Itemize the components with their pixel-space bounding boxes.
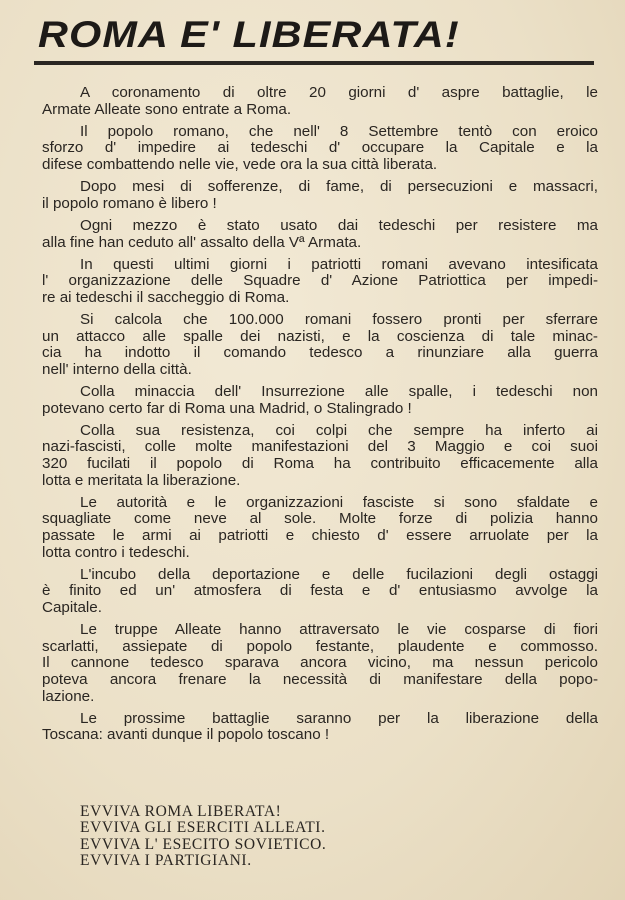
paragraph-line: poteva ancora frenare la necessità di manifestare della popo- (42, 670, 598, 688)
paragraph (42, 85, 598, 118)
paragraph-line: Toscana: avanti dunque il popolo toscano ! (42, 726, 330, 744)
paragraph-line: nell' interno della città. (42, 360, 192, 378)
paragraph-line: Capitale. (42, 598, 102, 616)
paragraph-line: passate le armi ai patriotti e chiesto d' essere arruolate per la (42, 527, 598, 544)
paragraph-line: cia ha indotto il comando tedesco a rinunziare alla guerra (42, 344, 598, 362)
paragraph-line: Si calcola che 100.000 romani fossero pronti per sferrare (80, 311, 598, 329)
paragraph-line: Colla minaccia dell' Insurrezione alle spalle, i tedeschi non (80, 383, 598, 401)
closing-cheers (80, 804, 326, 869)
paragraph-line: un attacco alle spalle dei nazisti, e la coscienza di tale minac- (42, 327, 598, 345)
leaflet-title: ROMA E' LIBERATA! (38, 14, 460, 55)
paragraph-line: Le truppe Alleate hanno attraversato le vie cosparse di fiori (80, 621, 598, 639)
paragraph-line: squagliate come neve al sole. Molte forze di polizia hanno (42, 510, 598, 528)
paragraph-line: Ogni mezzo è stato usato dai tedeschi per resistere ma (80, 216, 598, 234)
paragraph (42, 312, 598, 378)
paragraph-line: 320 fucilati il popolo di Roma ha contribuito efficacemente alla (42, 455, 598, 473)
paragraph-line: Il cannone tedesco sparava ancora vicino, ma nessun pericolo (42, 654, 598, 672)
paragraph-line: lazione. (42, 687, 95, 705)
paragraph-line: lotta e meritata la liberazione. (42, 471, 241, 489)
paragraph-line: potevano certo far di Roma una Madrid, o Stalingrado ! (42, 399, 412, 417)
paragraph-line: Dopo mesi di sofferenze, di fame, di persecuzioni e massacri, (80, 178, 598, 196)
paragraph-line: A coronamento di oltre 20 giorni d' aspre battaglie, le (80, 84, 598, 101)
paragraph-line: In questi ultimi giorni i patriotti romani avevano intesificata (80, 255, 598, 273)
paragraph (42, 257, 598, 307)
paragraph-line: Il popolo romano, che nell' 8 Settembre tentò con eroico (80, 122, 598, 140)
paragraph-line: difese combattendo nelle vie, vede ora la sua città liberata. (42, 155, 438, 173)
cheer-line: EVVIVA L' ESECITO SOVIETICO. (80, 835, 327, 853)
paragraph-line: sforzo d' impedire ai tedeschi d' occupare la Capitale e la (42, 139, 598, 157)
cheer-line: EVVIVA GLI ESERCITI ALLEATI. (80, 819, 326, 837)
paragraph-line: Armate Alleate sono entrate a Roma. (42, 100, 292, 118)
paragraph-line: nazi-fascisti, colle molte manifestazioni del 3 Maggio e coi suoi (42, 438, 598, 456)
paragraph-line: lotta contro i tedeschi. (42, 543, 190, 561)
paragraph (42, 567, 598, 617)
paragraph (42, 622, 598, 705)
paragraph-line: L'incubo della deportazione e delle fucilazioni degli ostaggi (80, 565, 598, 583)
paragraph (42, 179, 598, 212)
paragraph-line: è finito ed un' atmosfera di festa e d' entusiasmo avvolge la (42, 582, 598, 600)
paragraph-line: Le prossime battaglie saranno per la liberazione della (80, 709, 598, 727)
paragraph-line: alla fine han ceduto all' assalto della Vª Armata. (42, 233, 362, 251)
paragraph (42, 218, 598, 251)
paragraph-line: Le autorità e le organizzazioni fasciste si sono sfaldate e (80, 493, 598, 511)
paragraph (42, 423, 598, 489)
paragraph-line: scarlatti, assiepate di popolo festante, plaudente e commosso. (42, 637, 598, 655)
paragraph-line: il popolo romano è libero ! (42, 194, 217, 212)
paragraph-line: l' organizzazione delle Squadre d' Azione Patriottica per impedi- (42, 272, 598, 290)
paragraph (42, 124, 598, 174)
paragraph (42, 711, 598, 744)
paragraph-line: Colla sua resistenza, coi colpi che sempre ha inferto ai (80, 421, 598, 439)
cheer-line: EVVIVA I PARTIGIANI. (80, 851, 252, 869)
paragraph-line: re ai tedeschi il saccheggio di Roma. (42, 288, 290, 306)
title-underline (34, 61, 594, 65)
cheer-line: EVVIVA ROMA LIBERATA! (80, 803, 282, 820)
leaflet-body (42, 85, 598, 750)
paragraph (42, 495, 598, 561)
paragraph (42, 384, 598, 417)
